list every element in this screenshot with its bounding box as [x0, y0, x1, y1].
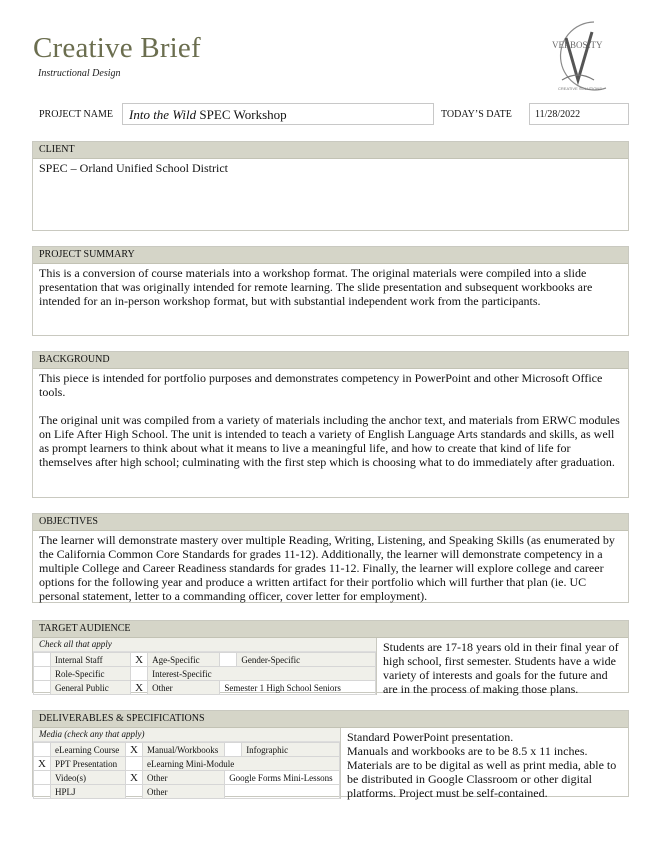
project-name-rest: SPEC Workshop	[196, 107, 287, 122]
deliverables-heading: DELIVERABLES & SPECIFICATIONS	[33, 711, 628, 728]
deliverables-row	[34, 743, 340, 757]
option-label: Other	[142, 771, 224, 785]
page-subtitle: Instructional Design	[38, 68, 121, 79]
date-label: TODAY’S DATE	[441, 109, 512, 120]
logo-word: VERBOSITY	[552, 40, 603, 50]
audience-note: Check all that apply	[33, 638, 376, 652]
audience-row	[34, 667, 376, 681]
option-label: PPT Presentation	[51, 757, 126, 771]
date-field[interactable]: 11/28/2022	[529, 103, 629, 125]
checkbox-elearning-course[interactable]	[34, 743, 51, 757]
option-label: Role-Specific	[51, 667, 131, 681]
checkbox-other-media[interactable]: X	[125, 771, 142, 785]
deliverables-description[interactable]	[340, 728, 628, 799]
project-name-label: PROJECT NAME	[39, 109, 113, 120]
verbosity-logo	[540, 18, 616, 96]
other-audience-field[interactable]: Semester 1 High School Seniors	[220, 681, 376, 695]
objectives-section	[32, 513, 629, 603]
deliverables-line-2: Manuals and workbooks are to be 8.5 x 11 inches. Materials are to be digital as well as print media, able to be distributed in Google Classroom or other digital platforms. Project must be self-contained.	[347, 744, 617, 800]
option-label: Interest-Specific	[148, 667, 376, 681]
checkbox-gender-specific[interactable]	[220, 653, 237, 667]
checkbox-age-specific[interactable]: X	[131, 653, 148, 667]
audience-checklist	[33, 652, 376, 695]
audience-description[interactable]: Students are 17-18 years old in their final year of high school, first semester. Students have a wide variety of interests and goals for the future and are in the process of making those plans.	[376, 638, 628, 695]
checkbox-internal-staff[interactable]	[34, 653, 51, 667]
deliverables-row	[34, 785, 340, 799]
summary-section	[32, 246, 629, 336]
deliverables-checklist	[33, 742, 340, 799]
option-label: eLearning Course	[51, 743, 126, 757]
deliverables-line-1: Standard PowerPoint presentation.	[347, 730, 514, 744]
checkbox-role-specific[interactable]	[34, 667, 51, 681]
client-heading: CLIENT	[33, 142, 628, 159]
checkbox-elearning-mini-module[interactable]	[125, 757, 142, 771]
objectives-heading: OBJECTIVES	[33, 514, 628, 531]
deliverables-section	[32, 710, 629, 800]
project-name-italic: Into the Wild	[129, 107, 197, 122]
checkbox-other[interactable]: X	[131, 681, 148, 695]
checkbox-interest-specific[interactable]	[131, 667, 148, 681]
checkbox-ppt-presentation[interactable]: X	[34, 757, 51, 771]
other-media-field-2[interactable]	[225, 785, 340, 799]
background-section	[32, 351, 629, 498]
option-label: Internal Staff	[51, 653, 131, 667]
checkbox-videos[interactable]	[34, 771, 51, 785]
logo-tagline: CREATIVE SOLUTIONS	[558, 86, 602, 91]
audience-heading: TARGET AUDIENCE	[33, 621, 628, 638]
objectives-text[interactable]: The learner will demonstrate mastery over multiple Reading, Writing, Listening, and Speaking Skills (as enumerated by the California Common Core Standards for grades 11-12). Additionally, the learner will demonstrate competency in a multiple College and Career Readiness standards for grades 11-12. Finally, the learner will explore college and career options for the following year and produce a written artifact for their portfolio which will further that plan (ie. UC personal statement, letter to a commanding officer, cover letter for employment).	[39, 533, 615, 603]
summary-text[interactable]: This is a conversion of course materials into a workshop format. The original materials were compiled into a slide presentation that was originally intended for remote learning. The slide presentation and subsequent workbooks are intended for an in-person workshop format, but with substantial independent work from the participants.	[39, 266, 593, 308]
deliverables-row	[34, 757, 340, 771]
background-para-2: The original unit was compiled from a variety of materials including the anchor text, and materials from ERWC modules on Life After High School. The unit is intended to teach a variety of English Language Arts standards and skills, as well as prompt learners to think about what it means to live a meaningful life, and how to create that kind of life for themselves after high school; culminating with the first step which is choosing what to do immediately after graduation.	[39, 413, 620, 469]
checkbox-general-public[interactable]	[34, 681, 51, 695]
deliverables-row	[34, 771, 340, 785]
other-media-field[interactable]: Google Forms Mini-Lessons	[225, 771, 340, 785]
deliverables-note: Media (check any that apply)	[33, 728, 340, 742]
checkbox-hplj[interactable]	[34, 785, 51, 799]
audience-row	[34, 681, 376, 695]
option-label: Infographic	[242, 743, 340, 757]
background-para-1: This piece is intended for portfolio purposes and demonstrates competency in PowerPoint and other Microsoft Office tools.	[39, 371, 603, 399]
background-text[interactable]	[33, 369, 628, 471]
checkbox-infographic[interactable]	[225, 743, 242, 757]
page-title: Creative Brief	[33, 32, 201, 64]
checkbox-manual-workbooks[interactable]: X	[125, 743, 142, 757]
option-label: Manual/Workbooks	[142, 743, 224, 757]
audience-section	[32, 620, 629, 696]
project-name-field[interactable]	[122, 103, 434, 125]
option-label: General Public	[51, 681, 131, 695]
option-label: Video(s)	[51, 771, 126, 785]
summary-heading: PROJECT SUMMARY	[33, 247, 628, 264]
option-label: Gender-Specific	[237, 653, 376, 667]
client-text[interactable]: SPEC – Orland Unified School District	[39, 161, 228, 175]
client-section	[32, 141, 629, 231]
background-heading: BACKGROUND	[33, 352, 628, 369]
option-label: Age-Specific	[148, 653, 220, 667]
option-label: eLearning Mini-Module	[142, 757, 339, 771]
option-label: HPLJ	[51, 785, 126, 799]
audience-row	[34, 653, 376, 667]
option-label: Other	[142, 785, 224, 799]
checkbox-other-media-2[interactable]	[125, 785, 142, 799]
option-label: Other	[148, 681, 220, 695]
